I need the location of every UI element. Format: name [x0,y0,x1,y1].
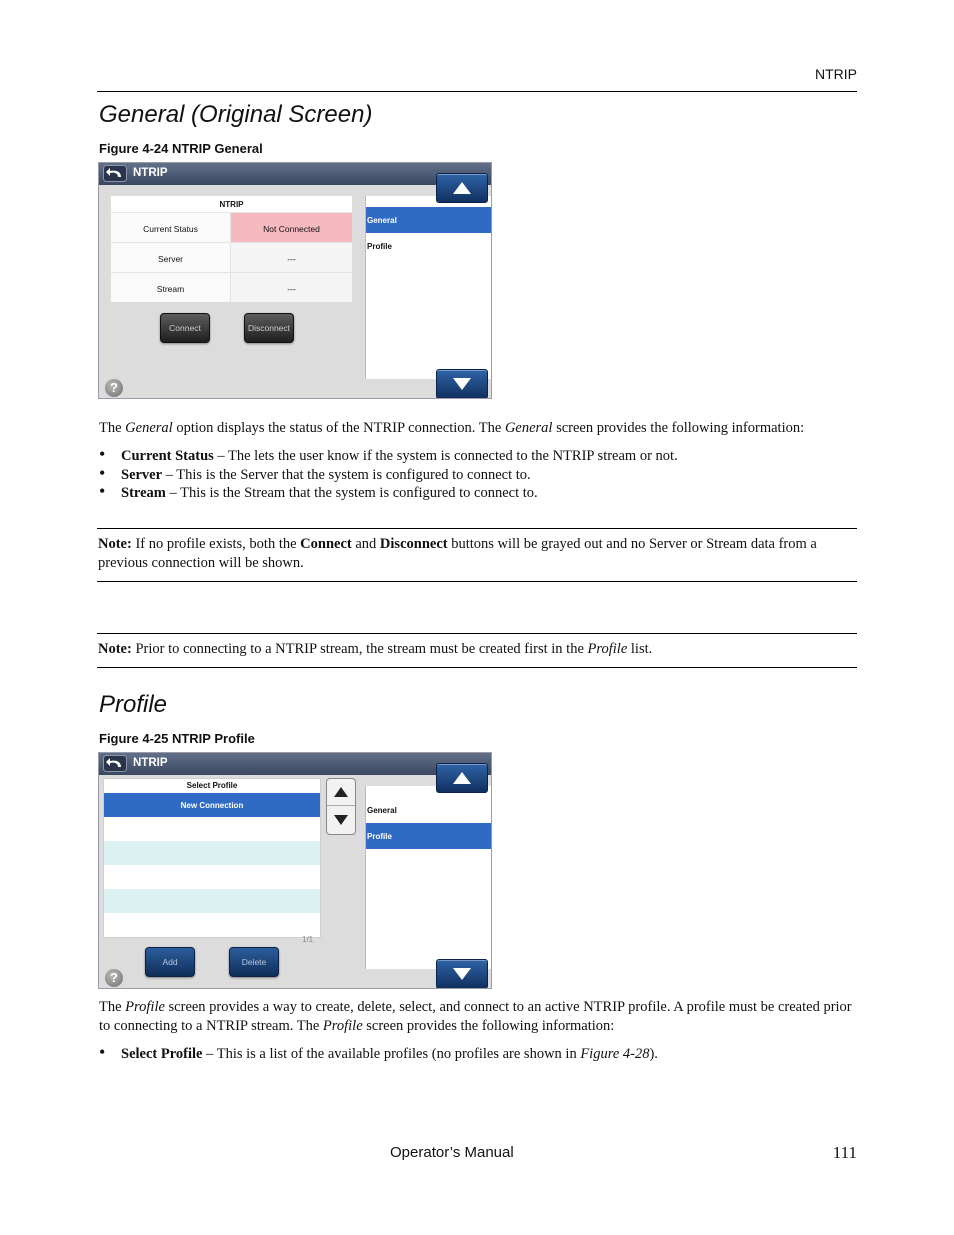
menu-panel [365,196,491,379]
arrow-down-icon [453,378,471,390]
general-intro: The General option displays the status of the NTRIP connection. The General screen provides the following information: [99,420,805,436]
list-item: • Stream – This is the Stream that the system is configured to connect to. [99,484,859,503]
figure-caption-profile: Figure 4-25 NTRIP Profile [99,731,255,746]
profile-list [103,778,321,938]
list-item[interactable] [104,913,320,937]
server-value: --- [231,243,352,272]
ntrip-general-screen [98,162,492,399]
section-heading-general: General (Original Screen) [99,101,373,128]
list-item[interactable] [104,889,320,913]
arrow-up-icon [453,772,471,784]
back-arrow-icon[interactable] [103,165,127,182]
list-stepper [326,778,356,835]
delete-button[interactable]: Delete [229,947,279,977]
figure-caption-general: Figure 4-24 NTRIP General [99,141,263,156]
connect-button[interactable]: Connect [160,313,210,343]
server-label: Server [111,243,231,272]
arrow-down-icon [334,815,348,825]
status-table [110,195,353,303]
disconnect-button[interactable]: Disconnect [244,313,294,343]
header-rule [97,91,857,92]
menu-item-general[interactable]: General [367,806,397,815]
page-indicator: 1/1 [302,935,314,944]
arrow-up-icon [334,787,348,797]
screen-title: NTRIP [133,757,168,769]
footer-title: Operator’s Manual [390,1144,514,1161]
status-label: Current Status [111,213,231,242]
arrow-down-icon [453,968,471,980]
stream-value: --- [231,273,352,302]
screen-titlebar [99,163,491,185]
scroll-up-button[interactable] [436,173,488,203]
screen-titlebar [99,753,491,775]
stream-label: Stream [111,273,231,302]
help-icon[interactable]: ? [105,969,123,987]
menu-panel [365,786,491,969]
list-item: • Select Profile – This is a list of the available profiles (no profiles are shown in Figure 4-28). [99,1045,859,1064]
scroll-down-button[interactable] [436,959,488,989]
profile-list-title: Select Profile [186,781,238,790]
list-item: • Current Status – The lets the user know if the system is connected to the NTRIP stream or not. [99,447,859,466]
page-number: 111 [832,1143,857,1162]
scroll-up-button[interactable] [436,763,488,793]
ntrip-profile-screen [98,752,492,989]
arrow-up-icon [453,182,471,194]
help-icon[interactable]: ? [105,379,123,397]
scroll-down-button[interactable] [436,369,488,399]
list-item[interactable] [104,817,320,841]
status-row-server [111,242,352,272]
note-no-profile: Note: If no profile exists, both the Connect and Disconnect buttons will be grayed out and no Server or Stream data from a previous connection will be shown. [97,528,857,582]
screen-title: NTRIP [133,167,168,179]
running-header: NTRIP [815,66,857,82]
list-item[interactable] [104,841,320,865]
menu-item-profile[interactable]: Profile [367,242,392,251]
note-create-stream: Note: Prior to connecting to a NTRIP stream, the stream must be created first in the Profile list. [97,633,857,668]
add-button[interactable]: Add [145,947,195,977]
list-down-button[interactable] [327,807,355,834]
back-arrow-icon[interactable] [103,755,127,772]
list-item: • Server – This is the Server that the system is configured to connect to. [99,466,859,485]
status-row-current [111,212,352,242]
profile-intro: The Profile screen provides a way to create, delete, select, and connect to an active NTRIP profile. A profile must be created prior to connecting to a NTRIP stream. The Profile screen provides the following information: [99,999,852,1034]
section-heading-profile: Profile [99,691,168,718]
list-item[interactable] [104,865,320,889]
status-table-title: NTRIP [219,200,244,209]
profile-bullet-list [99,1045,859,1064]
menu-item-profile[interactable]: Profile [366,823,492,849]
status-row-stream [111,272,352,302]
general-bullet-list [99,447,859,503]
menu-item-general[interactable]: General [366,207,492,233]
status-value: Not Connected [231,213,352,242]
list-up-button[interactable] [327,779,355,806]
list-item[interactable]: New Connection [104,793,320,817]
